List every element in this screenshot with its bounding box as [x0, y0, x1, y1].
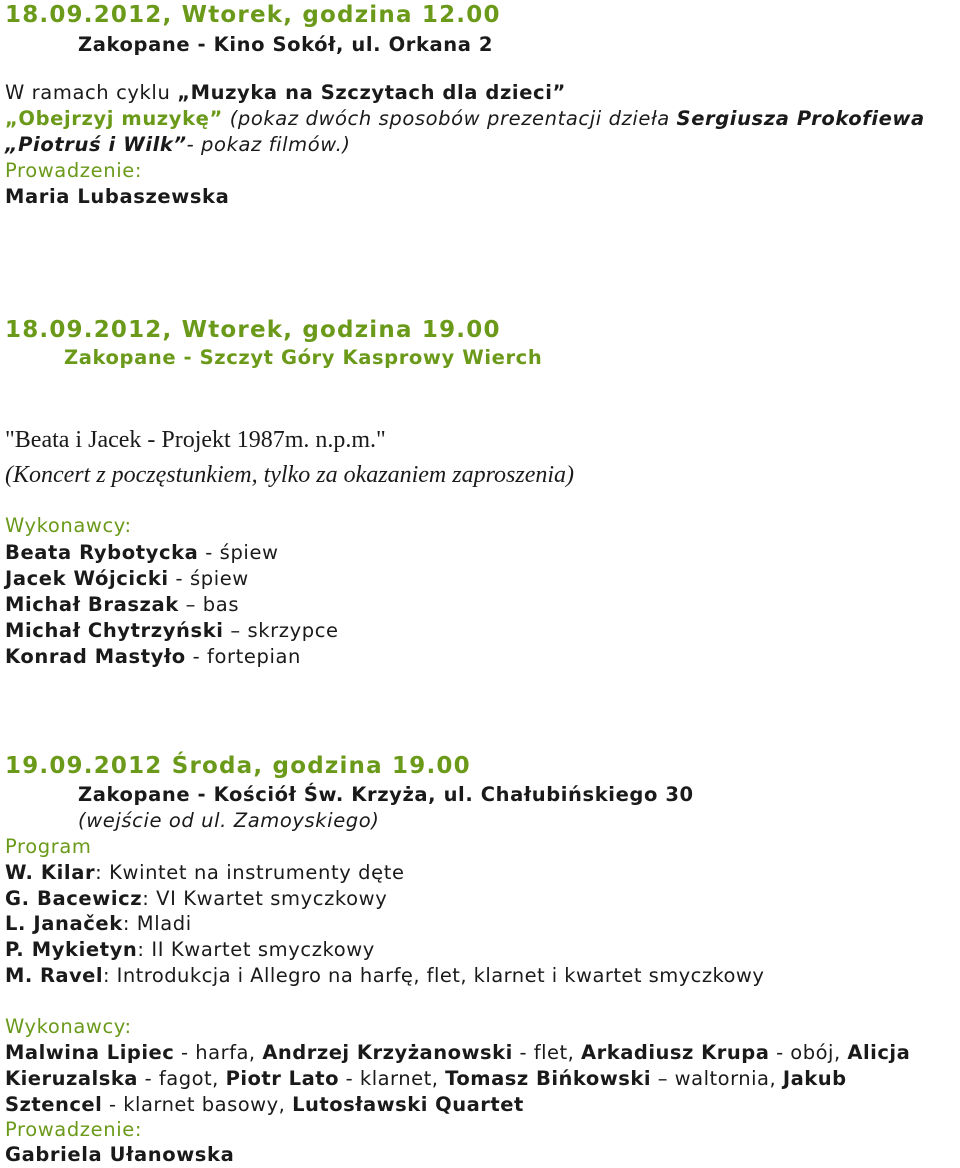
event1-intro: [5, 80, 566, 106]
event3-performers-line-2: [5, 1066, 847, 1092]
event2-performer: [5, 566, 249, 592]
performer-name: Piotr Lato: [225, 1067, 339, 1090]
event3-program-label: Program: [5, 835, 92, 858]
program-piece: : Introdukcja i Allegro na harfę, flet, klarnet i kwartet smyczkowy: [103, 964, 765, 987]
event3-performers-label: Wykonawcy:: [5, 1015, 132, 1038]
performer-name-part: Jakub: [782, 1067, 847, 1090]
event1-composer: Sergiusza Prokofiewa: [676, 107, 925, 130]
performer-role: - fortepian: [185, 645, 302, 668]
program-composer: M. Ravel: [5, 964, 103, 987]
event3-performers-line-3: [5, 1092, 524, 1118]
event2-venue: Zakopane - Szczyt Góry Kasprowy Wierch: [64, 346, 543, 369]
program-piece: : II Kwartet smyczkowy: [137, 938, 375, 961]
program-item: [5, 937, 375, 963]
program-composer: P. Mykietyn: [5, 938, 138, 961]
performer-name-part: Alicja: [847, 1041, 911, 1064]
performer-name-part: Kieruzalska: [5, 1067, 138, 1090]
program-item: [5, 860, 405, 886]
event1-host-label: Prowadzenie:: [5, 159, 142, 182]
performer-name: Konrad Mastyło: [5, 645, 186, 668]
program-piece: : VI Kwartet smyczkowy: [142, 887, 388, 910]
event2-performer: [5, 644, 301, 670]
program-piece: : Kwintet na instrumenty dęte: [95, 861, 405, 884]
performer-role: - obój,: [769, 1041, 848, 1064]
event3-host-label: Prowadzenie:: [5, 1118, 142, 1141]
event3-host: Gabriela Ułanowska: [5, 1143, 235, 1166]
event1-title: „Obejrzyj muzykę”: [5, 107, 223, 130]
performer-name: Michał Chytrzyński: [5, 619, 224, 642]
event2-performer: [5, 540, 279, 566]
program-composer: L. Janaček: [5, 912, 123, 935]
performer-role: - harfa,: [174, 1041, 263, 1064]
performer-name-part: Sztencel: [5, 1093, 103, 1116]
performer-role: – bas: [178, 593, 240, 616]
performer-name: Lutosławski Quartet: [292, 1093, 524, 1116]
event1-work: „Piotruś i Wilk”: [5, 133, 187, 156]
event1-series: „Muzyka na Szczytach dla dzieci”: [177, 81, 566, 104]
program-item: [5, 963, 764, 989]
performer-name: Michał Braszak: [5, 593, 179, 616]
performer-name: Tomasz Bińkowski: [445, 1067, 652, 1090]
event1-desc-a: (pokaz dwóch sposobów prezentacji dzieła: [222, 107, 677, 130]
event1-intro-text: W ramach cyklu: [5, 81, 178, 104]
program-item: [5, 886, 387, 912]
event2-date: 18.09.2012, Wtorek, godzina 19.00: [5, 317, 501, 343]
event1-desc-b: - pokaz filmów.): [186, 133, 351, 156]
performer-name: Malwina Lipiec: [5, 1041, 175, 1064]
program-piece: : Mladi: [122, 912, 192, 935]
event1-description: [5, 106, 925, 132]
program-item: [5, 911, 192, 937]
event2-note: (Koncert z poczęstunkiem, tylko za okazaniem zaproszenia): [5, 462, 575, 488]
performer-role: - śpiew: [198, 541, 279, 564]
program-composer: G. Bacewicz: [5, 887, 143, 910]
event2-title: "Beata i Jacek - Projekt 1987m. n.p.m.": [5, 427, 386, 453]
performer-role: - klarnet,: [338, 1067, 446, 1090]
performer-role: - fagot,: [137, 1067, 226, 1090]
performer-name: Andrzej Krzyżanowski: [262, 1041, 513, 1064]
performer-role: – waltornia,: [651, 1067, 783, 1090]
performer-role: - flet,: [512, 1041, 582, 1064]
performer-name: Arkadiusz Krupa: [581, 1041, 770, 1064]
performer-role: - klarnet basowy,: [102, 1093, 293, 1116]
event2-performer: [5, 592, 239, 618]
event3-performers-line-1: [5, 1040, 910, 1066]
event1-date: 18.09.2012, Wtorek, godzina 12.00: [5, 2, 501, 28]
event1-host: Maria Lubaszewska: [5, 185, 230, 208]
event3-date: 19.09.2012 Środa, godzina 19.00: [5, 753, 471, 779]
program-composer: W. Kilar: [5, 861, 96, 884]
performer-name: Jacek Wójcicki: [5, 567, 169, 590]
event1-venue: Zakopane - Kino Sokół, ul. Orkana 2: [78, 33, 494, 56]
performer-role: - śpiew: [168, 567, 249, 590]
performer-role: – skrzypce: [223, 619, 339, 642]
event3-entrance: (wejście od ul. Zamoyskiego): [78, 809, 380, 832]
event3-venue: Zakopane - Kościół Św. Krzyża, ul. Chałubińskiego 30: [78, 783, 694, 806]
event2-performers-label: Wykonawcy:: [5, 514, 132, 537]
performer-name: Beata Rybotycka: [5, 541, 199, 564]
event1-work-line: [5, 132, 351, 158]
event2-performer: [5, 618, 339, 644]
